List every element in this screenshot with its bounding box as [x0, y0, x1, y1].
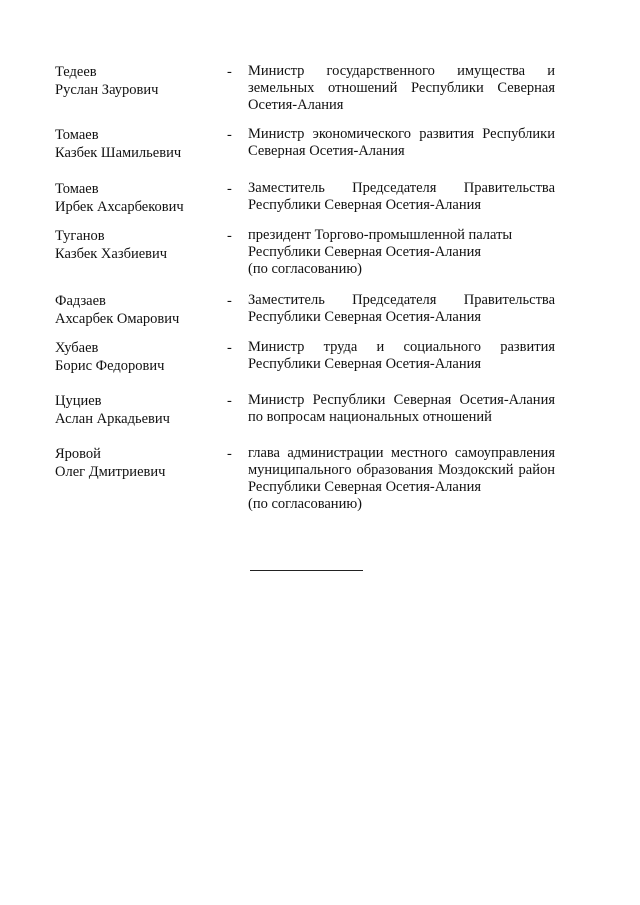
- position-line: Республики Северная Осетия-Алания: [248, 479, 482, 495]
- position-line: Министр государственного имущества и: [248, 63, 555, 79]
- member-given-names: Казбек Хазбиевич: [55, 246, 168, 262]
- member-given-names: Казбек Шамильевич: [55, 145, 182, 161]
- member-position: [248, 227, 555, 278]
- member-name-block: [55, 126, 225, 162]
- position-line: глава администрации местного самоуправления: [248, 445, 555, 461]
- member-position: [248, 339, 555, 373]
- dash-separator: -: [227, 340, 232, 356]
- closing-divider: [250, 570, 363, 571]
- position-line: земельных отношений Республики Северная: [248, 80, 555, 96]
- member-surname: Хубаев: [55, 340, 99, 356]
- position-line: Министр труда и социального развития: [248, 339, 555, 355]
- position-line: президент Торгово-промышленной палаты: [248, 227, 513, 243]
- position-line: Министр Республики Северная Осетия-Алания: [248, 392, 555, 408]
- dash-separator: -: [227, 228, 232, 244]
- member-name-block: [55, 445, 225, 481]
- position-line: Республики Северная Осетия-Алания: [248, 197, 482, 213]
- member-surname: Яровой: [55, 446, 101, 462]
- dash-separator: -: [227, 127, 232, 143]
- member-position: [248, 126, 555, 160]
- position-line: Министр экономического развития Республики: [248, 126, 555, 142]
- position-line: (по согласованию): [248, 261, 362, 277]
- member-name-block: [55, 292, 225, 328]
- member-surname: Томаев: [55, 181, 99, 197]
- member-position: [248, 392, 555, 426]
- member-given-names: Борис Федорович: [55, 358, 165, 374]
- position-line: Республики Северная Осетия-Алания: [248, 244, 482, 260]
- position-line: Северная Осетия-Алания: [248, 143, 405, 159]
- member-position: [248, 63, 555, 114]
- member-surname: Тедеев: [55, 64, 97, 80]
- member-given-names: Олег Дмитриевич: [55, 464, 166, 480]
- member-name-block: [55, 339, 225, 375]
- position-line: Заместитель Председателя Правительства: [248, 292, 555, 308]
- member-surname: Томаев: [55, 127, 99, 143]
- position-line: Республики Северная Осетия-Алания: [248, 356, 482, 372]
- member-given-names: Аслан Аркадьевич: [55, 411, 170, 427]
- dash-separator: -: [227, 181, 232, 197]
- position-line: Осетия-Алания: [248, 97, 344, 113]
- member-position: [248, 292, 555, 326]
- position-line: (по согласованию): [248, 496, 362, 512]
- dash-separator: -: [227, 393, 232, 409]
- dash-separator: -: [227, 293, 232, 309]
- dash-separator: -: [227, 64, 232, 80]
- member-name-block: [55, 180, 225, 216]
- position-line: по вопросам национальных отношений: [248, 409, 492, 425]
- member-name-block: [55, 63, 225, 99]
- member-name-block: [55, 392, 225, 428]
- member-given-names: Ирбек Ахсарбекович: [55, 199, 184, 215]
- member-given-names: Руслан Заурович: [55, 82, 159, 98]
- member-surname: Туганов: [55, 228, 105, 244]
- member-surname: Цуциев: [55, 393, 102, 409]
- position-line: Заместитель Председателя Правительства: [248, 180, 555, 196]
- member-position: [248, 445, 555, 513]
- member-position: [248, 180, 555, 214]
- member-given-names: Ахсарбек Омарович: [55, 311, 180, 327]
- dash-separator: -: [227, 446, 232, 462]
- member-name-block: [55, 227, 225, 263]
- member-surname: Фадзаев: [55, 293, 106, 309]
- position-line: Республики Северная Осетия-Алания: [248, 309, 482, 325]
- position-line: муниципального образования Моздокский район: [248, 462, 555, 478]
